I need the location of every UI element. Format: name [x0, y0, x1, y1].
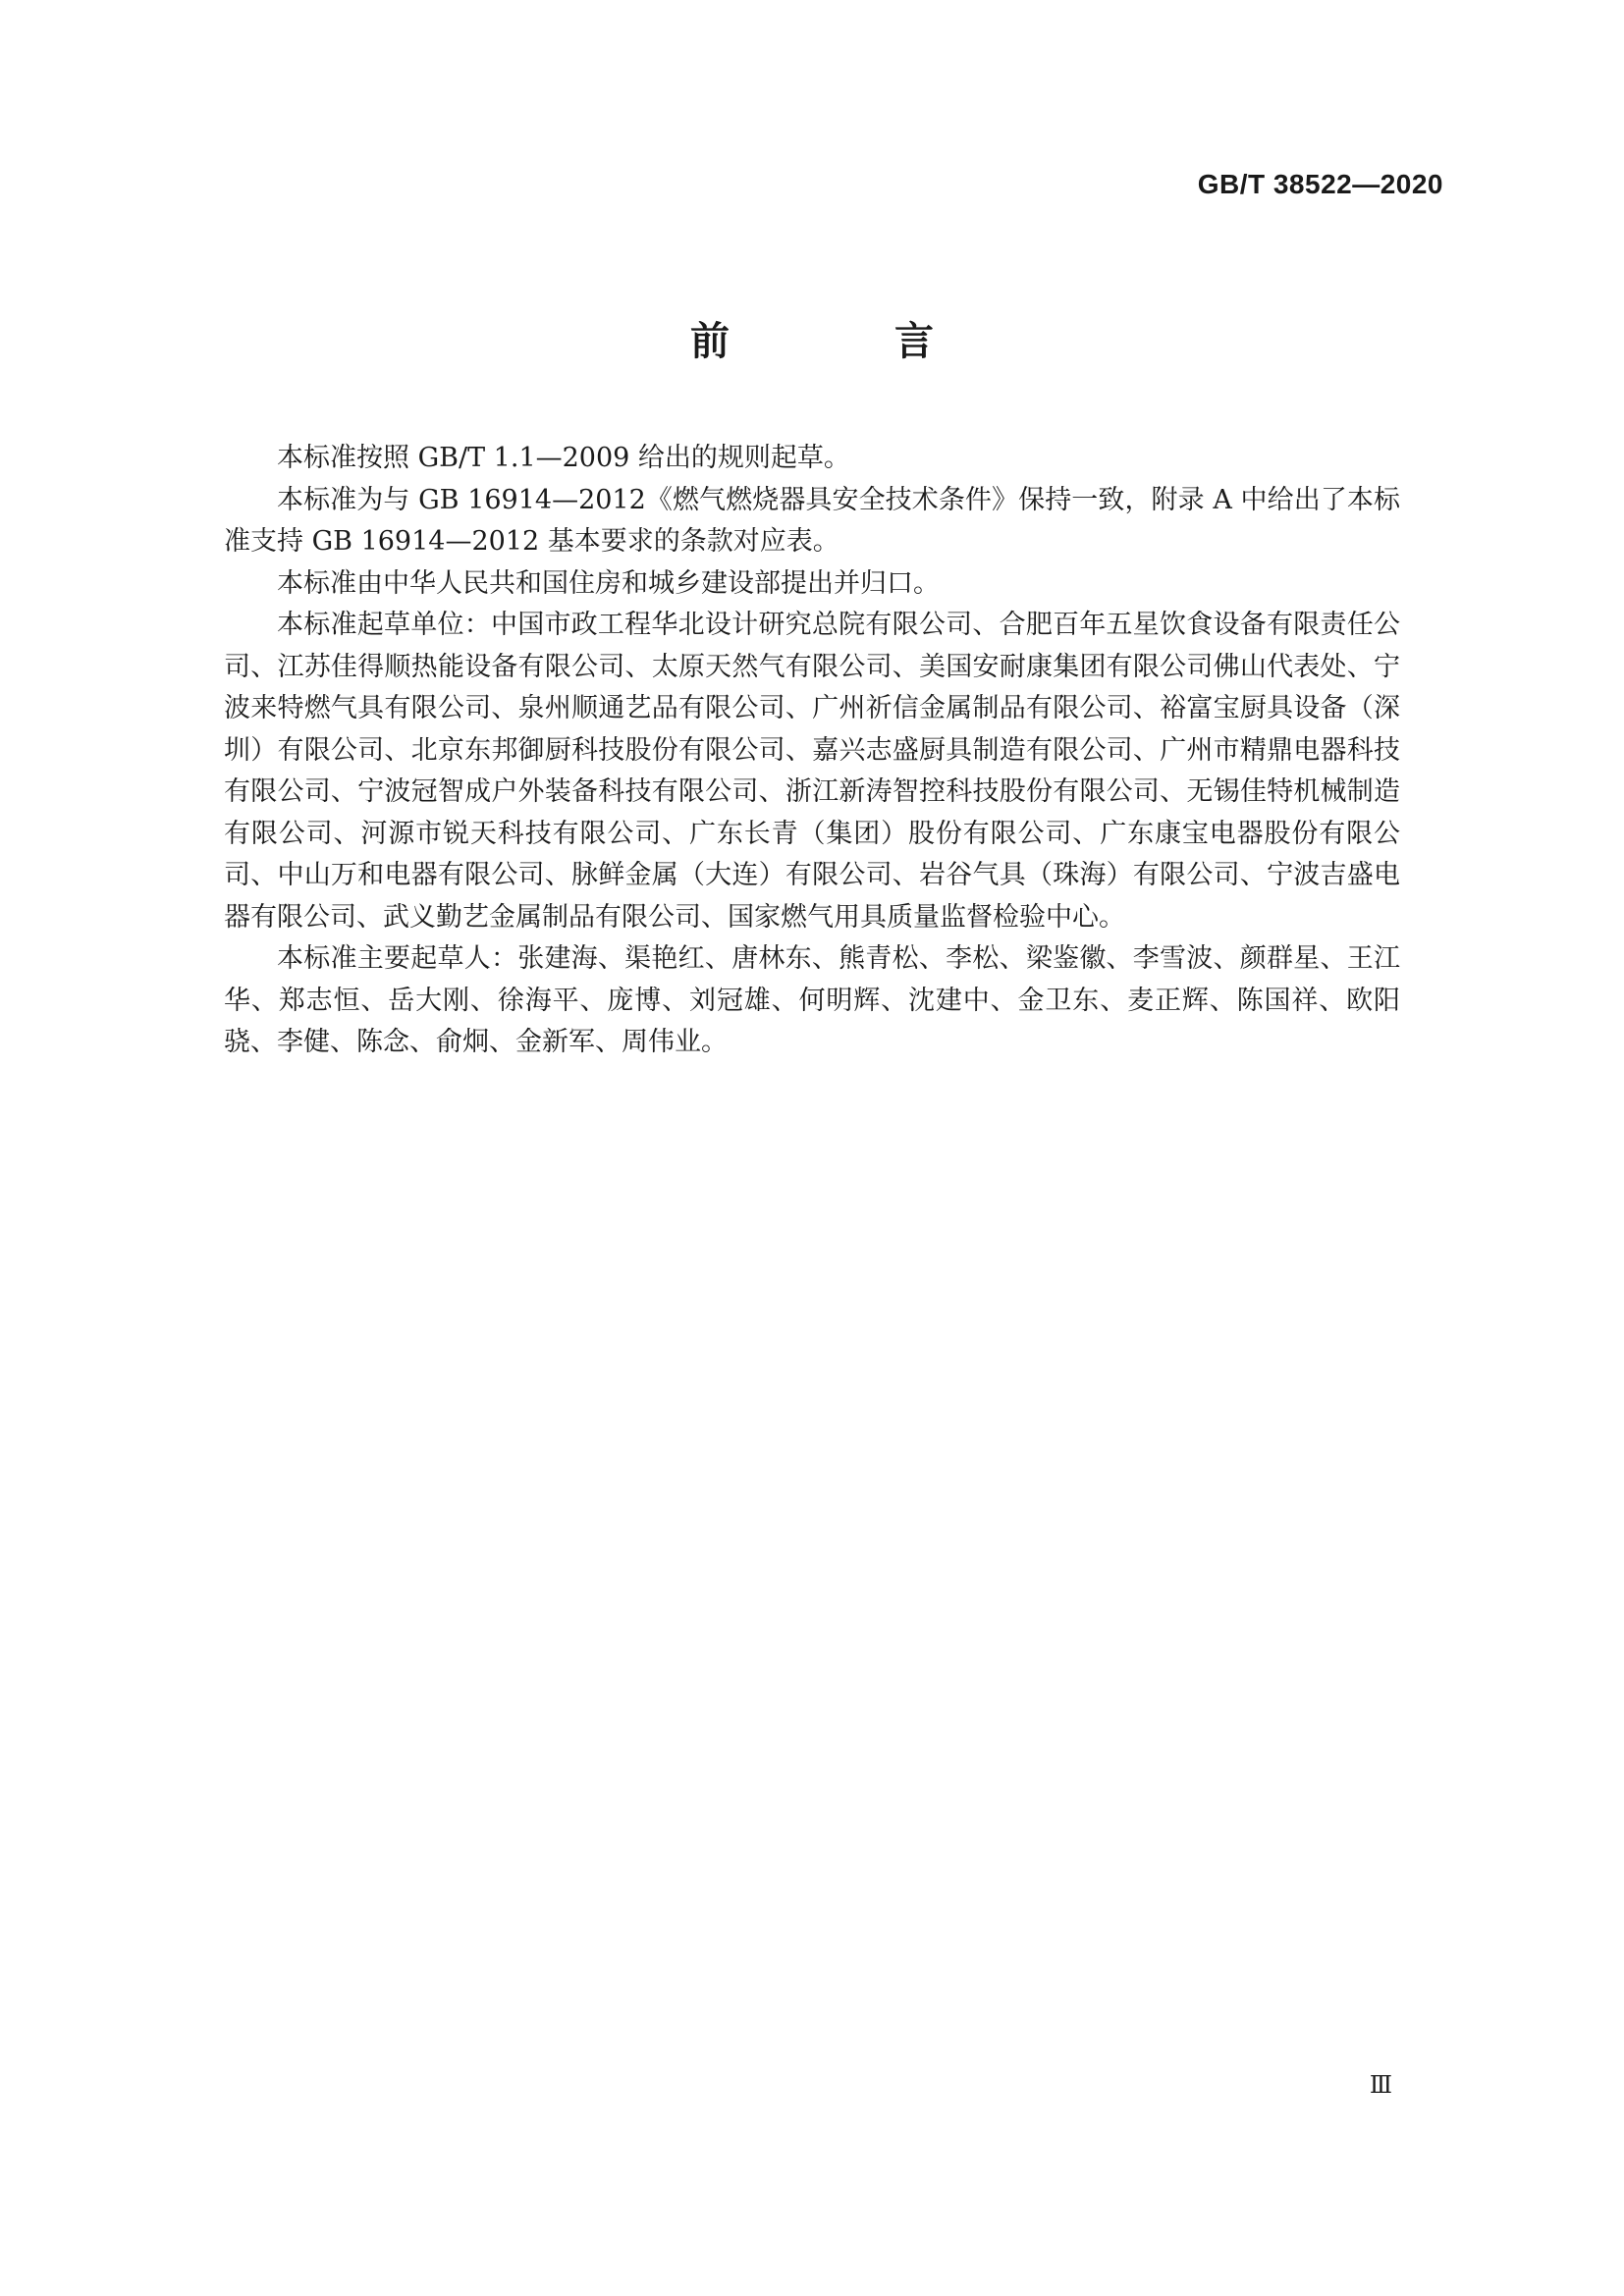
- paragraph-drafting-units: 本标准起草单位：中国市政工程华北设计研究总院有限公司、合肥百年五星饮食设备有限责任公司、江苏佳得顺热能设备有限公司、太原天然气有限公司、美国安耐康集团有限公司佛山代表处、宁波来特燃气具有限公司、泉州顺通艺品有限公司、广州祈信金属制品有限公司、裕富宝厨具设备（深圳）有限公司、北京东邦御厨科技股份有限公司、嘉兴志盛厨具制造有限公司、广州市精鼎电器科技有限公司、宁波冠智成户外装备科技有限公司、浙江新涛智控科技股份有限公司、无锡佳特机械制造有限公司、河源市锐天科技有限公司、广东长青（集团）股份有限公司、广东康宝电器股份有限公司、中山万和电器有限公司、脉鲜金属（大连）有限公司、岩谷气具（珠海）有限公司、宁波吉盛电器有限公司、武义勤艺金属制品有限公司、国家燃气用具质量监督检验中心。: [224, 610, 1400, 933]
- paragraph-main-drafters: 本标准主要起草人：张建海、渠艳红、唐林东、熊青松、李松、梁鉴徽、李雪波、颜群星、王江华、郑志恒、岳大刚、徐海平、庞博、刘冠雄、何明辉、沈建中、金卫东、麦正辉、陈国祥、欧阳骁、李健、陈念、俞炯、金新军、周伟业。: [224, 943, 1400, 1057]
- paragraph-consistency: 本标准为与 GB 16914—2012《燃气燃烧器具安全技术条件》保持一致，附录 A 中给出了本标准支持 GB 16914—2012 基本要求的条款对应表。: [224, 484, 1400, 557]
- page-number: Ⅲ: [1369, 2071, 1392, 2099]
- paragraph-drafting-rules: 本标准按照 GB/T 1.1—2009 给出的规则起草。: [277, 443, 850, 473]
- standard-code: GB/T 38522—2020: [1197, 169, 1443, 199]
- page-title: 前 言: [690, 319, 997, 364]
- document-body: [224, 438, 1400, 1064]
- paragraph-proposer: 本标准由中华人民共和国住房和城乡建设部提出并归口。: [277, 567, 940, 599]
